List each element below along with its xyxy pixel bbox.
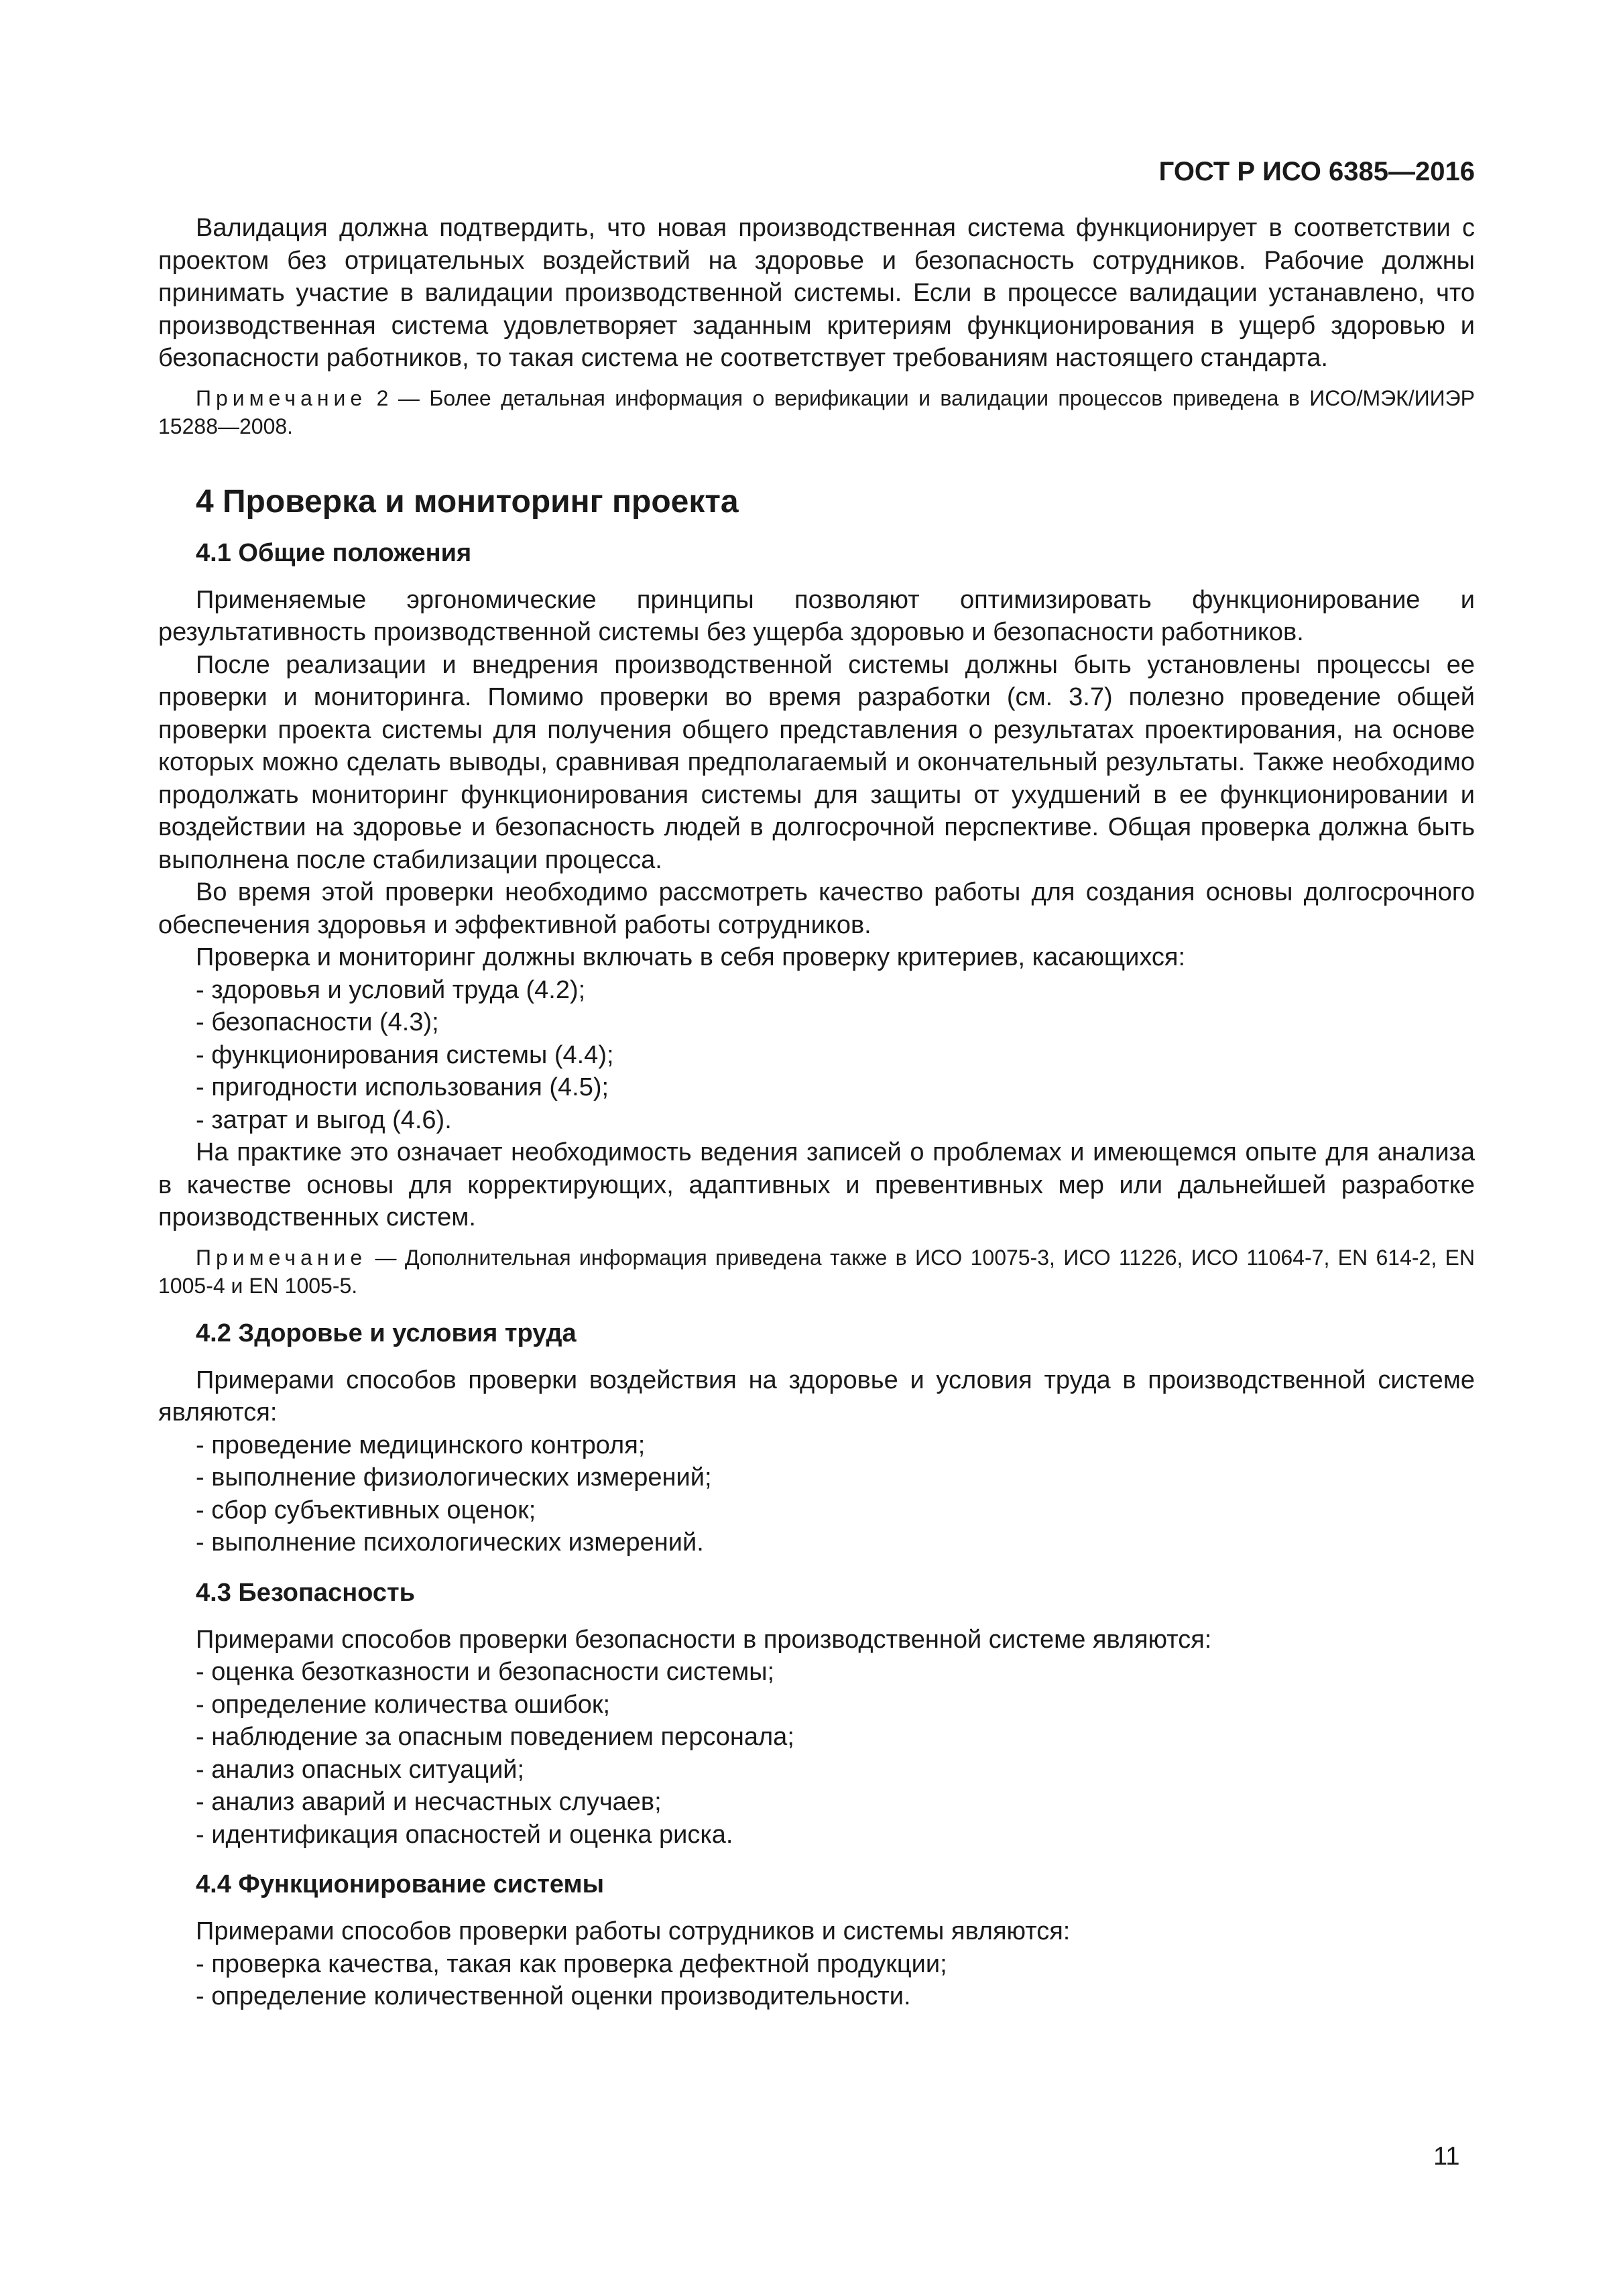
list-item: - определение количественной оценки производительности.	[196, 1982, 911, 2010]
subsection-4-4-title: 4.4 Функционирование системы	[196, 1870, 605, 1898]
s43-paragraph-1: Примерами способов проверки безопасности в производственной системе являются:	[196, 1625, 1212, 1654]
list-item: - пригодности использования (4.5);	[196, 1073, 609, 1101]
list-item: - проведение медицинского контроля;	[196, 1431, 646, 1459]
list-item: - безопасности (4.3);	[196, 1008, 439, 1036]
list-item: - идентификация опасностей и оценка риска.	[196, 1820, 733, 1849]
note-label: Примечание	[196, 1245, 367, 1270]
list-item: - оценка безотказности и безопасности системы;	[196, 1658, 775, 1686]
list-item: - выполнение физиологических измерений;	[196, 1463, 712, 1492]
list-item: - затрат и выгод (4.6).	[196, 1105, 452, 1134]
s44-paragraph-1: Примерами способов проверки работы сотрудников и системы являются:	[196, 1917, 1071, 1945]
note-2	[158, 384, 1475, 440]
subsection-4-3-title: 4.3 Безопасность	[196, 1578, 415, 1607]
page-number: 11	[1433, 2142, 1460, 2171]
s41-paragraph-2: После реализации и внедрения производственной системы должны быть установлены процессы ее проверки и мониторинга. Помимо проверки во время разработки (см. 3.7) полезно проведение общей проверки проекта системы для получения общего представления о результатах проектирования, на основе которых можно сделать выводы, сравнивая предполагаемый и окончательный результаты. Также необходимо продолжать мониторинг функционирования системы для защиты от ухудшений в ее функционировании и воздействии на здоровье и безопасность людей в долгосрочной перспективе. Общая проверка должна быть выполнена после стабилизации процесса.	[158, 650, 1475, 874]
list-item: - здоровья и условий труда (4.2);	[196, 975, 586, 1004]
s41-note	[158, 1244, 1475, 1300]
section-4-title: 4 Проверка и мониторинг проекта	[196, 483, 739, 520]
s41-paragraph-4: Проверка и мониторинг должны включать в себя проверку критериев, касающихся:	[196, 943, 1186, 971]
list-item: - выполнение психологических измерений.	[196, 1528, 704, 1557]
s44-methods-list	[158, 1948, 1475, 2013]
note-label: Примечание	[196, 385, 367, 410]
subsection-4-1-title: 4.1 Общие положения	[196, 538, 472, 567]
s42-paragraph-1: Примерами способов проверки воздействия на здоровье и условия труда в производственной системе являются:	[158, 1366, 1475, 1427]
list-item: - наблюдение за опасным поведением персонала;	[196, 1723, 794, 1751]
s43-methods-list	[158, 1656, 1475, 1851]
list-item: - функционирования системы (4.4);	[196, 1040, 614, 1069]
validation-paragraph: Валидация должна подтвердить, что новая производственная система функционирует в соответствии с проектом без отрицательных воздействий на здоровье и безопасность сотрудников. Рабочие должны принимать участие в валидации производственной системы. Если в процессе валидации устанавлено, что производственная система удовлетворяет заданным критериям функционирования в ущерб здоровью и безопасности работников, то такая система не соответствует требованиям настоящего стандарта.	[158, 214, 1475, 372]
list-item: - проверка качества, такая как проверка дефектной продукции;	[196, 1949, 947, 1978]
list-item: - анализ аварий и несчастных случаев;	[196, 1788, 662, 1816]
note-text: — Дополнительная информация приведена также в ИСО 10075-3, ИСО 11226, ИСО 11064-7, EN 614-2, EN 1005-4 и EN 1005-5.	[158, 1245, 1475, 1298]
s41-paragraph-3: Во время этой проверки необходимо рассмотреть качество работы для создания основы долгосрочного обеспечения здоровья и эффективной работы сотрудников.	[158, 878, 1475, 939]
s41-criteria-list	[158, 974, 1475, 1137]
list-item: - определение количества ошибок;	[196, 1690, 611, 1719]
list-item: - сбор субъективных оценок;	[196, 1496, 536, 1524]
s42-methods-list	[158, 1429, 1475, 1559]
note-text: 2 — Более детальная информация о верификации и валидации процессов приведена в ИСО/МЭК/ИИЭР 15288—2008.	[158, 385, 1475, 438]
s41-paragraph-5: На практике это означает необходимость ведения записей о проблемах и имеющемся опыте для анализа в качестве основы для корректирующих, адаптивных и превентивных мер или дальнейшей разработке производственных систем.	[158, 1138, 1475, 1231]
s41-paragraph-1: Применяемые эргономические принципы позволяют оптимизировать функционирование и результативность производственной системы без ущерба здоровью и безопасности работников.	[158, 585, 1475, 646]
document-code: ГОСТ Р ИСО 6385—2016	[1158, 157, 1475, 186]
list-item: - анализ опасных ситуаций;	[196, 1755, 525, 1784]
subsection-4-2-title: 4.2 Здоровье и условия труда	[196, 1319, 577, 1347]
document-page	[158, 156, 1475, 2013]
